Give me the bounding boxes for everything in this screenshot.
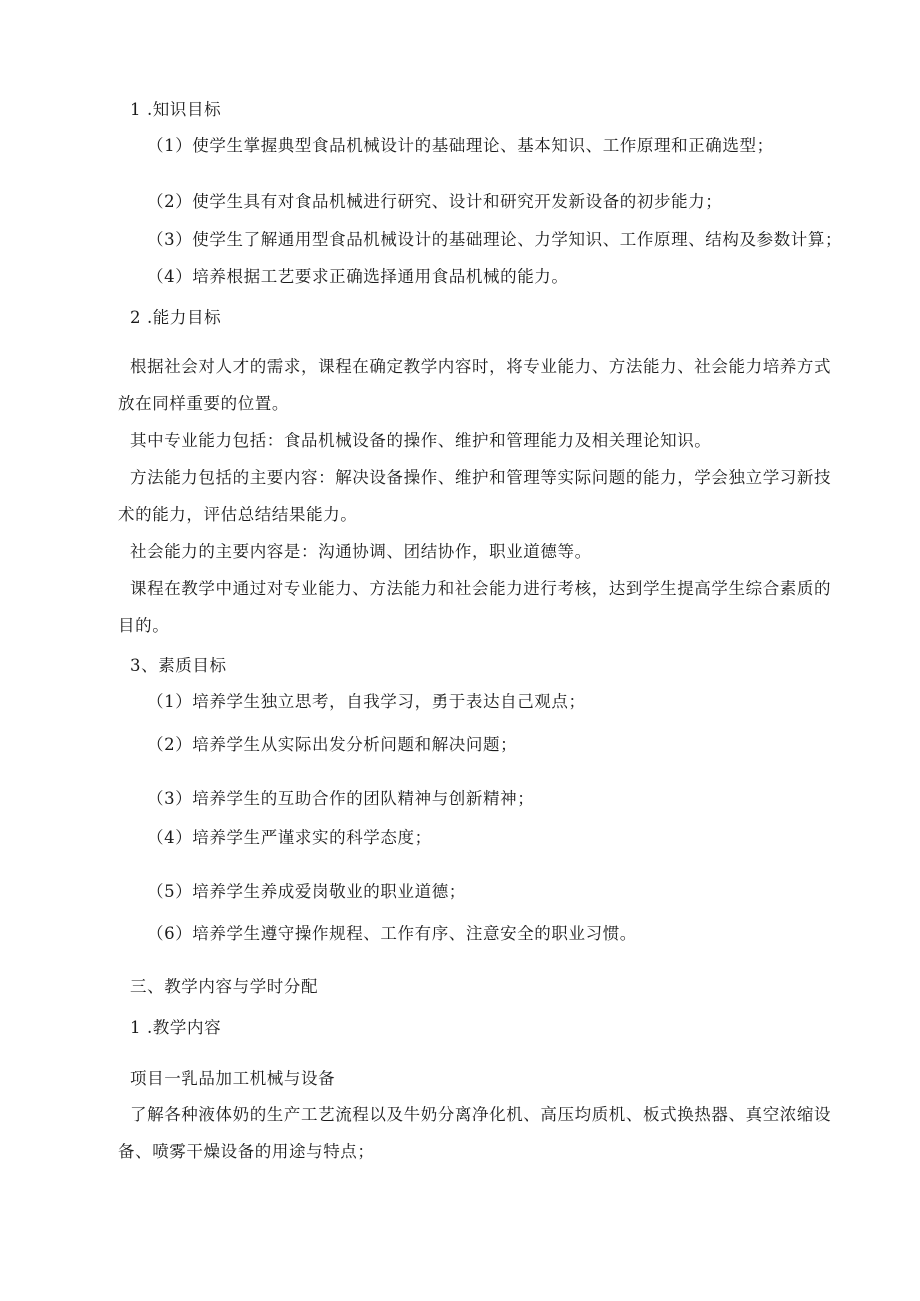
- ability-paragraph: 方法能力包括的主要内容：解决设备操作、维护和管理等实际问题的能力，学会独立学习新技: [130, 468, 832, 487]
- teaching-paragraph: 了解各种液体奶的生产工艺流程以及牛奶分离净化机、高压均质机、板式换热器、真空浓缩设: [130, 1105, 832, 1124]
- knowledge-heading: 1 .知识目标: [130, 100, 222, 119]
- ability-paragraph: 目的。: [118, 616, 170, 635]
- project-title: 项目一乳品加工机械与设备: [130, 1069, 336, 1088]
- ability-paragraph: 课程在教学中通过对专业能力、方法能力和社会能力进行考核，达到学生提高学生综合素质的: [130, 579, 832, 598]
- knowledge-item: （1）使学生掌握典型食品机械设计的基础理论、基本知识、工作原理和正确选型；: [147, 136, 774, 155]
- ability-paragraph: 放在同样重要的位置。: [118, 394, 289, 413]
- ability-paragraph: 根据社会对人才的需求，课程在确定教学内容时，将专业能力、方法能力、社会能力培养方式: [130, 357, 832, 376]
- quality-item: （3）培养学生的互助合作的团队精神与创新精神；: [147, 789, 535, 808]
- knowledge-item: （2）使学生具有对食品机械进行研究、设计和研究开发新设备的初步能力；: [147, 192, 723, 211]
- teaching-heading: 三、教学内容与学时分配: [130, 977, 319, 996]
- ability-paragraph: 术的能力，评估总结结果能力。: [118, 505, 358, 524]
- quality-item: （2）培养学生从实际出发分析问题和解决问题；: [147, 735, 518, 754]
- knowledge-item: （3）使学生了解通用型食品机械设计的基础理论、力学知识、工作原理、结构及参数计算；: [147, 230, 843, 249]
- quality-heading: 3、素质目标: [130, 656, 227, 675]
- quality-item: （5）培养学生养成爱岗敬业的职业道德；: [147, 882, 466, 901]
- ability-paragraph: 其中专业能力包括：食品机械设备的操作、维护和管理能力及相关理论知识。: [130, 431, 712, 450]
- ability-paragraph: 社会能力的主要内容是：沟通协调、团结协作，职业道德等。: [130, 542, 592, 561]
- knowledge-item: （4）培养根据工艺要求正确选择通用食品机械的能力。: [147, 267, 569, 286]
- quality-item: （6）培养学生遵守操作规程、工作有序、注意安全的职业习惯。: [147, 924, 637, 943]
- teaching-subheading: 1 .教学内容: [130, 1018, 222, 1037]
- quality-item: （1）培养学生独立思考，自我学习，勇于表达自己观点；: [147, 692, 586, 711]
- quality-item: （4）培养学生严谨求实的科学态度；: [147, 828, 432, 847]
- ability-heading: 2 .能力目标: [130, 308, 222, 327]
- teaching-paragraph: 备、喷雾干燥设备的用途与特点；: [118, 1142, 375, 1161]
